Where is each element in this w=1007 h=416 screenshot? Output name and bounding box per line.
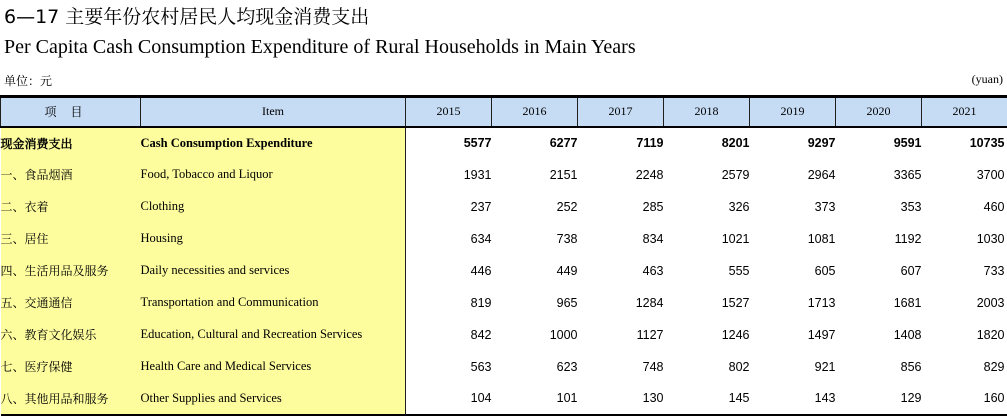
- header-year: 2020: [836, 97, 922, 127]
- table-cell: 130: [578, 383, 664, 415]
- table-cell: 1497: [750, 319, 836, 351]
- table-cell: 353: [836, 191, 922, 223]
- table-cell: 2248: [578, 159, 664, 191]
- table-cell: 1246: [664, 319, 750, 351]
- table-cell: 738: [492, 223, 578, 255]
- table-cell: 607: [836, 255, 922, 287]
- table-cell: 563: [406, 351, 492, 383]
- table-cell: 1713: [750, 287, 836, 319]
- table-cell: 145: [664, 383, 750, 415]
- row-label-chinese: 一、食品烟酒: [1, 159, 141, 191]
- header-year: 2019: [750, 97, 836, 127]
- table-cell: 463: [578, 255, 664, 287]
- row-label-chinese: 五、交通通信: [1, 287, 141, 319]
- table-cell: 1030: [922, 223, 1007, 255]
- unit-label-english: (yuan): [972, 72, 1003, 87]
- table-cell: 449: [492, 255, 578, 287]
- expenditure-table: [0, 95, 1007, 416]
- header-year: 2017: [578, 97, 664, 127]
- table-cell: 921: [750, 351, 836, 383]
- header-year: 2018: [664, 97, 750, 127]
- table-cell: 8201: [664, 127, 750, 159]
- table-cell: 326: [664, 191, 750, 223]
- row-label-chinese: 七、医疗保健: [1, 351, 141, 383]
- row-label-chinese: 三、居住: [1, 223, 141, 255]
- table-cell: 829: [922, 351, 1007, 383]
- table-cell: 285: [578, 191, 664, 223]
- row-label-english: Education, Cultural and Recreation Services: [141, 319, 406, 351]
- table-row: [1, 191, 1007, 223]
- header-item-english: Item: [141, 97, 406, 127]
- table-cell: 1021: [664, 223, 750, 255]
- table-row-total: [1, 127, 1007, 159]
- header-year: 2021: [922, 97, 1007, 127]
- header-item-chinese: 项目: [1, 97, 141, 127]
- header-year: 2015: [406, 97, 492, 127]
- table-cell: 1408: [836, 319, 922, 351]
- table-cell: 1931: [406, 159, 492, 191]
- table-cell: 842: [406, 319, 492, 351]
- table-cell: 10735: [922, 127, 1007, 159]
- table-row: [1, 383, 1007, 415]
- row-label-english: Transportation and Communication: [141, 287, 406, 319]
- row-label-chinese: 现金消费支出: [1, 127, 141, 159]
- unit-label-chinese: 单位：元: [4, 72, 52, 89]
- table-cell: 6277: [492, 127, 578, 159]
- row-label-chinese: 六、教育文化娱乐: [1, 319, 141, 351]
- table-cell: 101: [492, 383, 578, 415]
- table-cell: 160: [922, 383, 1007, 415]
- row-label-english: Housing: [141, 223, 406, 255]
- table-cell: 1284: [578, 287, 664, 319]
- table-row: [1, 319, 1007, 351]
- table-cell: 1081: [750, 223, 836, 255]
- table-cell: 834: [578, 223, 664, 255]
- table-cell: 2003: [922, 287, 1007, 319]
- table-row: [1, 223, 1007, 255]
- table-cell: 623: [492, 351, 578, 383]
- header-year: 2016: [492, 97, 578, 127]
- table-cell: 143: [750, 383, 836, 415]
- table-cell: 3365: [836, 159, 922, 191]
- table-cell: 2964: [750, 159, 836, 191]
- row-label-english: Daily necessities and services: [141, 255, 406, 287]
- row-label-english: Food, Tobacco and Liquor: [141, 159, 406, 191]
- table-cell: 748: [578, 351, 664, 383]
- row-label-chinese: 八、其他用品和服务: [1, 383, 141, 415]
- table-cell: 1820: [922, 319, 1007, 351]
- table-cell: 9591: [836, 127, 922, 159]
- table-cell: 446: [406, 255, 492, 287]
- table-row: [1, 159, 1007, 191]
- table-cell: 856: [836, 351, 922, 383]
- table-cell: 634: [406, 223, 492, 255]
- row-label-english: Cash Consumption Expenditure: [141, 127, 406, 159]
- table-cell: 9297: [750, 127, 836, 159]
- row-label-chinese: 二、衣着: [1, 191, 141, 223]
- table-cell: 2579: [664, 159, 750, 191]
- row-label-english: Health Care and Medical Services: [141, 351, 406, 383]
- table-cell: 1527: [664, 287, 750, 319]
- table-cell: 237: [406, 191, 492, 223]
- table-cell: 605: [750, 255, 836, 287]
- table-title-english: Per Capita Cash Consumption Expenditure of Rural Households in Main Years: [4, 36, 636, 59]
- row-label-english: Other Supplies and Services: [141, 383, 406, 415]
- table-cell: 129: [836, 383, 922, 415]
- table-cell: 1000: [492, 319, 578, 351]
- table-cell: 733: [922, 255, 1007, 287]
- table-cell: 373: [750, 191, 836, 223]
- table-cell: 1127: [578, 319, 664, 351]
- table-cell: 819: [406, 287, 492, 319]
- table-cell: 104: [406, 383, 492, 415]
- row-label-chinese: 四、生活用品及服务: [1, 255, 141, 287]
- table-row: [1, 287, 1007, 319]
- table-cell: 3700: [922, 159, 1007, 191]
- table-cell: 252: [492, 191, 578, 223]
- table-cell: 1192: [836, 223, 922, 255]
- table-cell: 7119: [578, 127, 664, 159]
- table-row: [1, 351, 1007, 383]
- table-title-chinese: 6—17 主要年份农村居民人均现金消费支出: [4, 2, 369, 29]
- table-cell: 1681: [836, 287, 922, 319]
- table-cell: 802: [664, 351, 750, 383]
- table-header-row: [1, 97, 1007, 127]
- table-row: [1, 255, 1007, 287]
- table-cell: 5577: [406, 127, 492, 159]
- table-cell: 460: [922, 191, 1007, 223]
- table-cell: 2151: [492, 159, 578, 191]
- table-cell: 555: [664, 255, 750, 287]
- table-cell: 965: [492, 287, 578, 319]
- row-label-english: Clothing: [141, 191, 406, 223]
